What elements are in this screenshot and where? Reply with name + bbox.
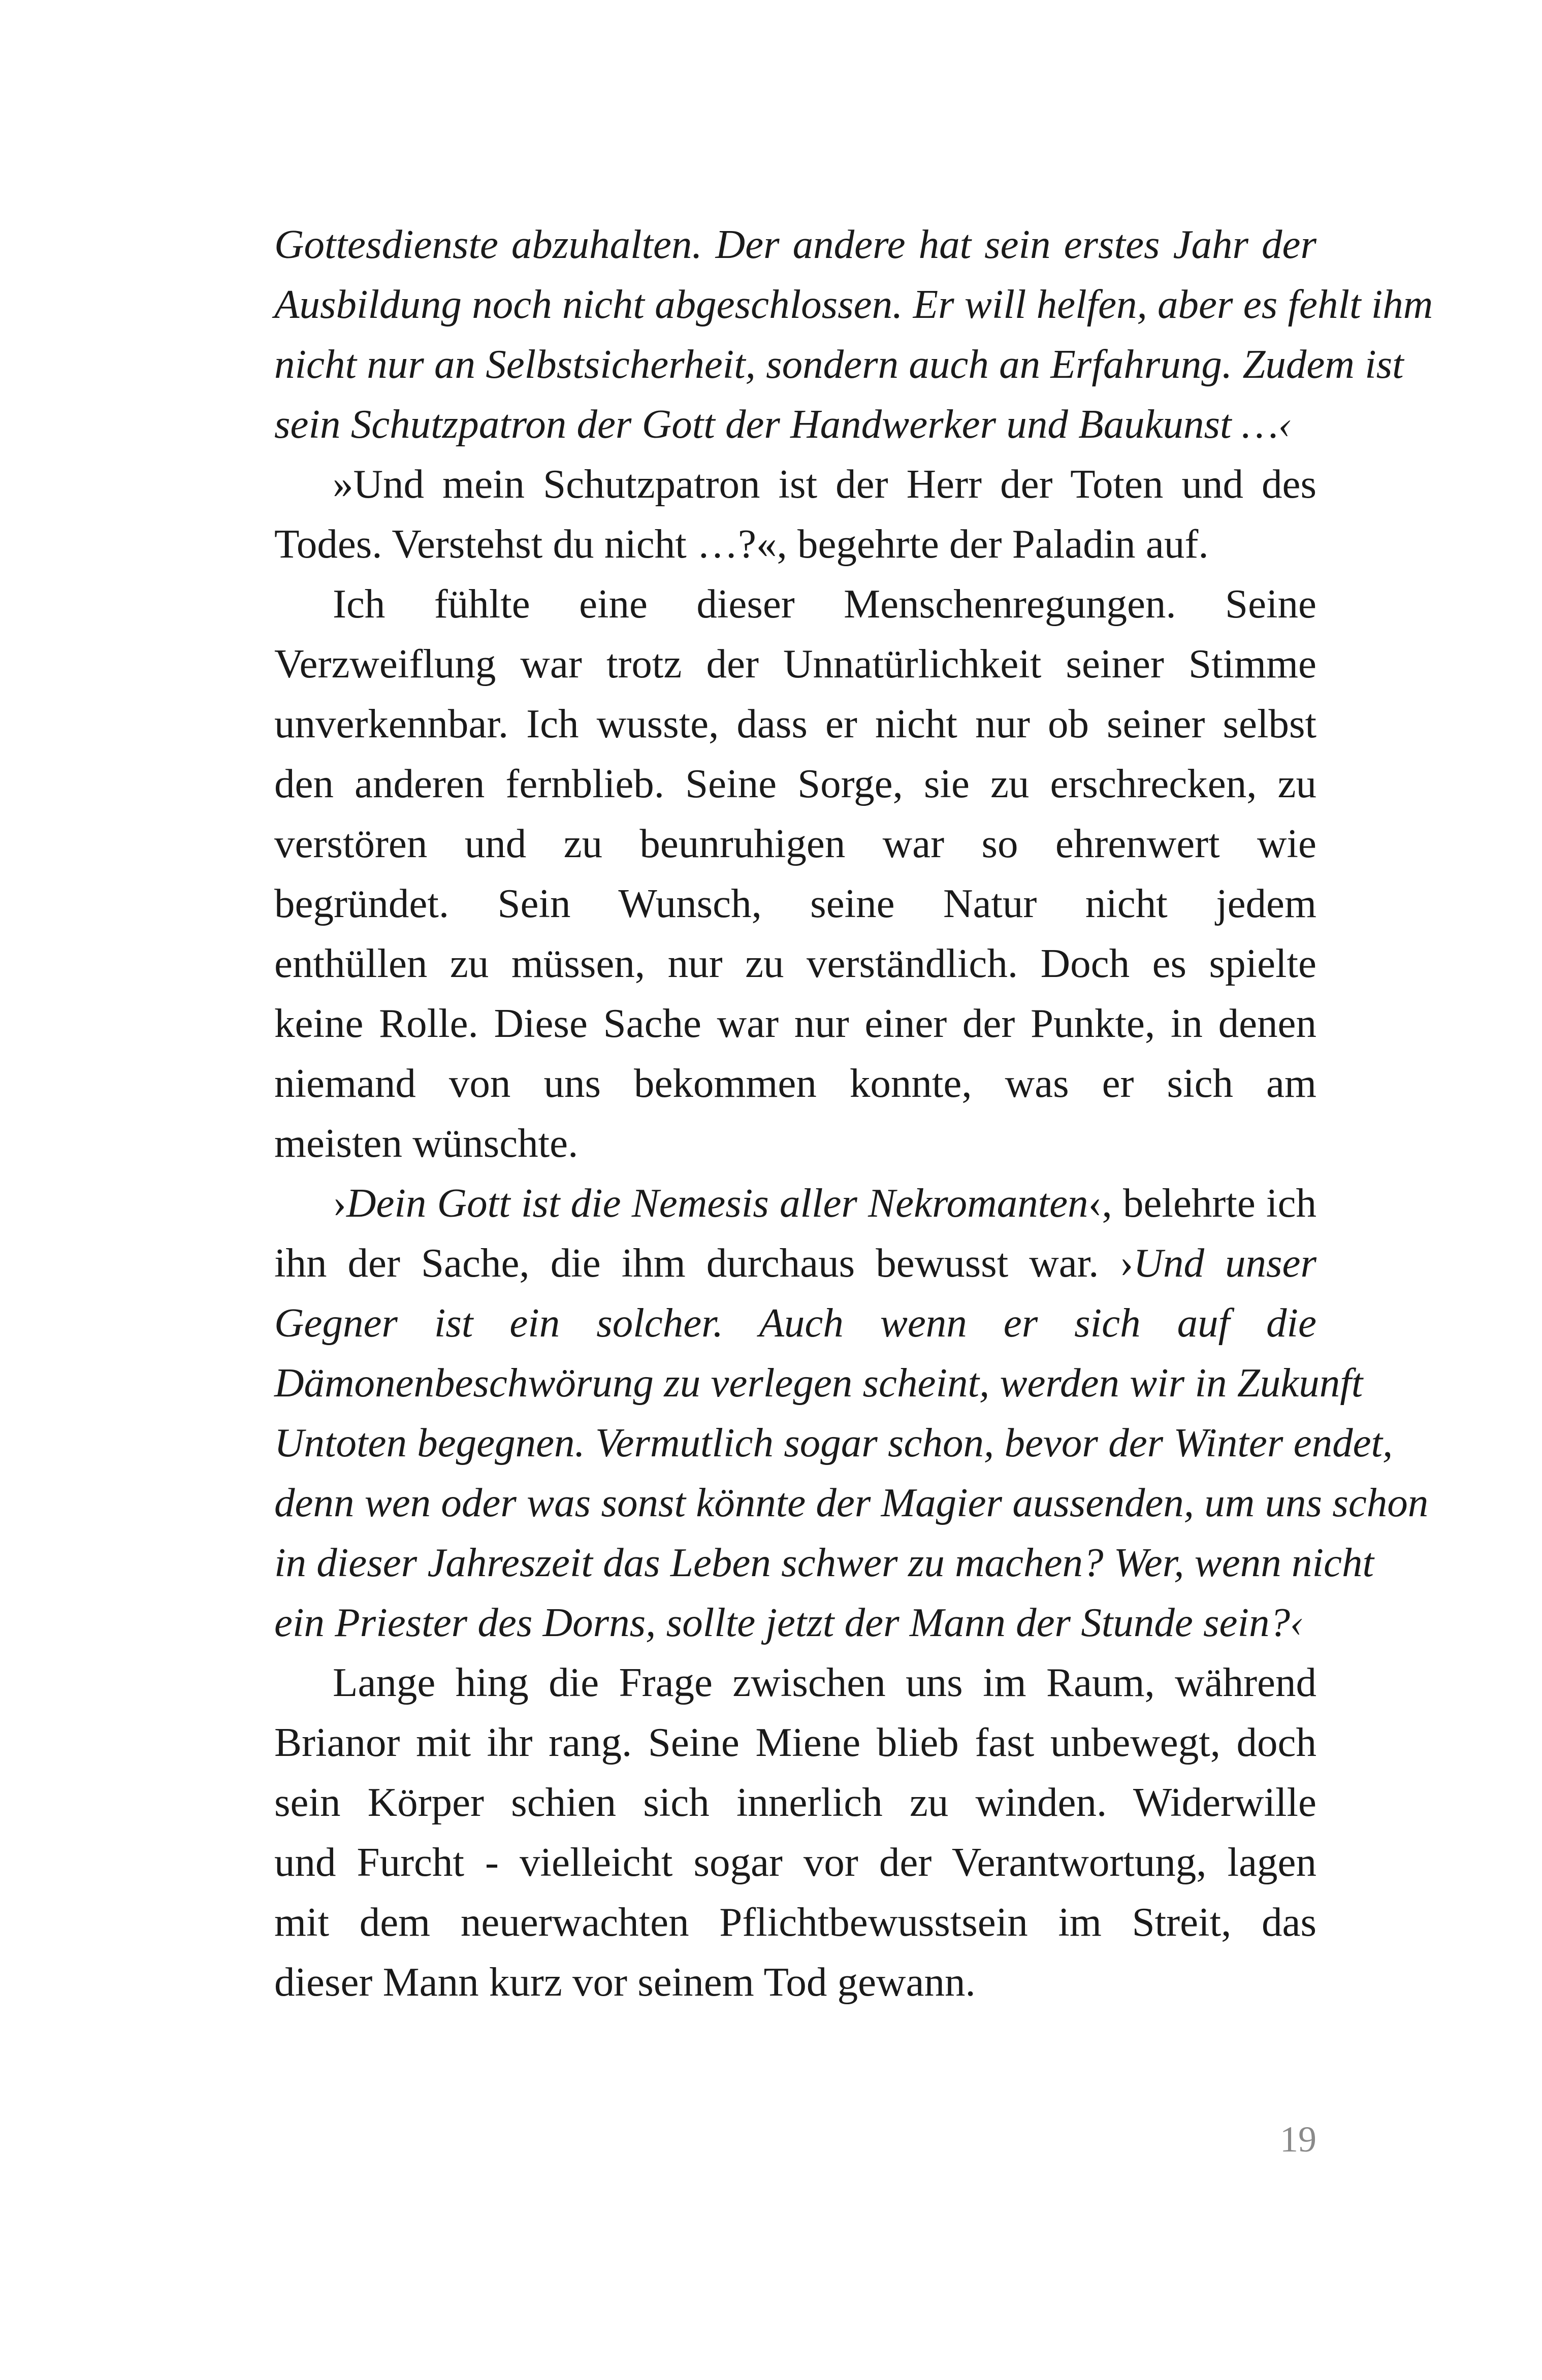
text-segment: niemand von uns bekommen konnte, was er sich am: [274, 1060, 1316, 1106]
text-segment: Dämonenbeschwörung zu verlegen scheint, werden wir in Zukunft: [274, 1360, 1363, 1406]
text-line: [274, 274, 1433, 334]
text-line: [274, 574, 1316, 634]
text-segment: ihn der Sache, die ihm durchaus bewusst war. ›: [274, 1240, 1134, 1286]
text-segment: unverkennbar. Ich wusste, dass er nicht nur ob seiner selbst: [274, 701, 1316, 746]
text-segment: Lange hing die Frage zwischen uns im Raum, während: [333, 1659, 1316, 1705]
text-line: [274, 1892, 1316, 1952]
text-segment: verstören und zu beunruhigen war so ehrenwert wie: [274, 821, 1316, 866]
text-segment: Und unser: [1133, 1240, 1316, 1286]
text-segment: den anderen fernblieb. Seine Sorge, sie zu erschrecken, zu: [274, 761, 1316, 806]
text-segment: ‹, belehrte ich: [1088, 1180, 1316, 1226]
text-line: [274, 634, 1316, 694]
text-segment: ein Priester des Dorns, sollte jetzt der Mann der Stunde sein?‹: [274, 1600, 1304, 1645]
text-line: [274, 214, 1316, 274]
text-segment: Ausbildung noch nicht abgeschlossen. Er will helfen, aber es fehlt ihm: [274, 281, 1433, 327]
text-line: [274, 394, 1316, 454]
text-segment: meisten wünschte.: [274, 1120, 579, 1166]
text-line: [274, 933, 1316, 993]
text-line: [274, 1592, 1316, 1652]
text-line: [274, 1413, 1393, 1473]
text-line: [274, 1772, 1316, 1832]
text-segment: Todes. Verstehst du nicht …?«, begehrte der Paladin auf.: [274, 521, 1209, 567]
text-line: [274, 1233, 1316, 1293]
text-segment: keine Rolle. Diese Sache war nur einer der Punkte, in denen: [274, 1000, 1316, 1046]
text-line: [274, 1173, 1316, 1233]
text-line: [274, 1533, 1374, 1592]
text-line: [274, 1053, 1316, 1113]
text-segment: Brianor mit ihr rang. Seine Miene blieb fast unbewegt, doch: [274, 1719, 1316, 1765]
text-line: [274, 1473, 1429, 1533]
text-line: [274, 1712, 1316, 1772]
text-line: [274, 1652, 1316, 1712]
text-segment: ›: [333, 1180, 346, 1226]
text-line: [274, 334, 1404, 394]
text-segment: enthüllen zu müssen, nur zu verständlich. Doch es spielte: [274, 940, 1316, 986]
text-segment: in dieser Jahreszeit das Leben schwer zu machen? Wer, wenn nicht: [274, 1540, 1374, 1585]
text-line: [274, 873, 1316, 933]
text-segment: begründet. Sein Wunsch, seine Natur nicht jedem: [274, 881, 1316, 926]
text-line: [274, 993, 1316, 1053]
text-segment: denn wen oder was sonst könnte der Magier aussenden, um uns schon: [274, 1480, 1429, 1525]
body-text: [274, 214, 1433, 2012]
text-line: [274, 1952, 1316, 2012]
text-segment: und Furcht - vielleicht sogar vor der Verantwortung, lagen: [274, 1839, 1316, 1885]
text-segment: Verzweiflung war trotz der Unnatürlichkeit seiner Stimme: [274, 641, 1316, 687]
text-segment: nicht nur an Selbstsicherheit, sondern auch an Erfahrung. Zudem ist: [274, 341, 1404, 387]
text-segment: mit dem neuerwachten Pflichtbewusstsein im Streit, das: [274, 1899, 1316, 1945]
text-segment: sein Körper schien sich innerlich zu winden. Widerwille: [274, 1779, 1316, 1825]
text-line: [274, 454, 1316, 514]
text-segment: Ich fühlte eine dieser Menschenregungen. Seine: [333, 581, 1316, 627]
text-line: [274, 813, 1316, 873]
text-segment: dieser Mann kurz vor seinem Tod gewann.: [274, 1959, 976, 2005]
text-segment: Dein Gott ist die Nemesis aller Nekromanten: [346, 1180, 1088, 1226]
text-segment: Untoten begegnen. Vermutlich sogar schon, bevor der Winter endet,: [274, 1420, 1393, 1465]
text-segment: sein Schutzpatron der Gott der Handwerker und Baukunst …‹: [274, 401, 1292, 447]
text-line: [274, 694, 1316, 754]
text-line: [274, 754, 1316, 813]
text-line: [274, 1113, 1316, 1173]
text-line: [274, 514, 1316, 574]
text-line: [274, 1832, 1316, 1892]
text-segment: »Und mein Schutzpatron ist der Herr der Toten und des: [333, 461, 1316, 507]
text-segment: Gottesdienste abzuhalten. Der andere hat sein erstes Jahr der: [274, 221, 1316, 267]
text-segment: Gegner ist ein solcher. Auch wenn er sich auf die: [274, 1300, 1316, 1346]
text-line: [274, 1293, 1316, 1353]
text-line: [274, 1353, 1363, 1413]
page-number: 19: [1280, 2119, 1316, 2160]
